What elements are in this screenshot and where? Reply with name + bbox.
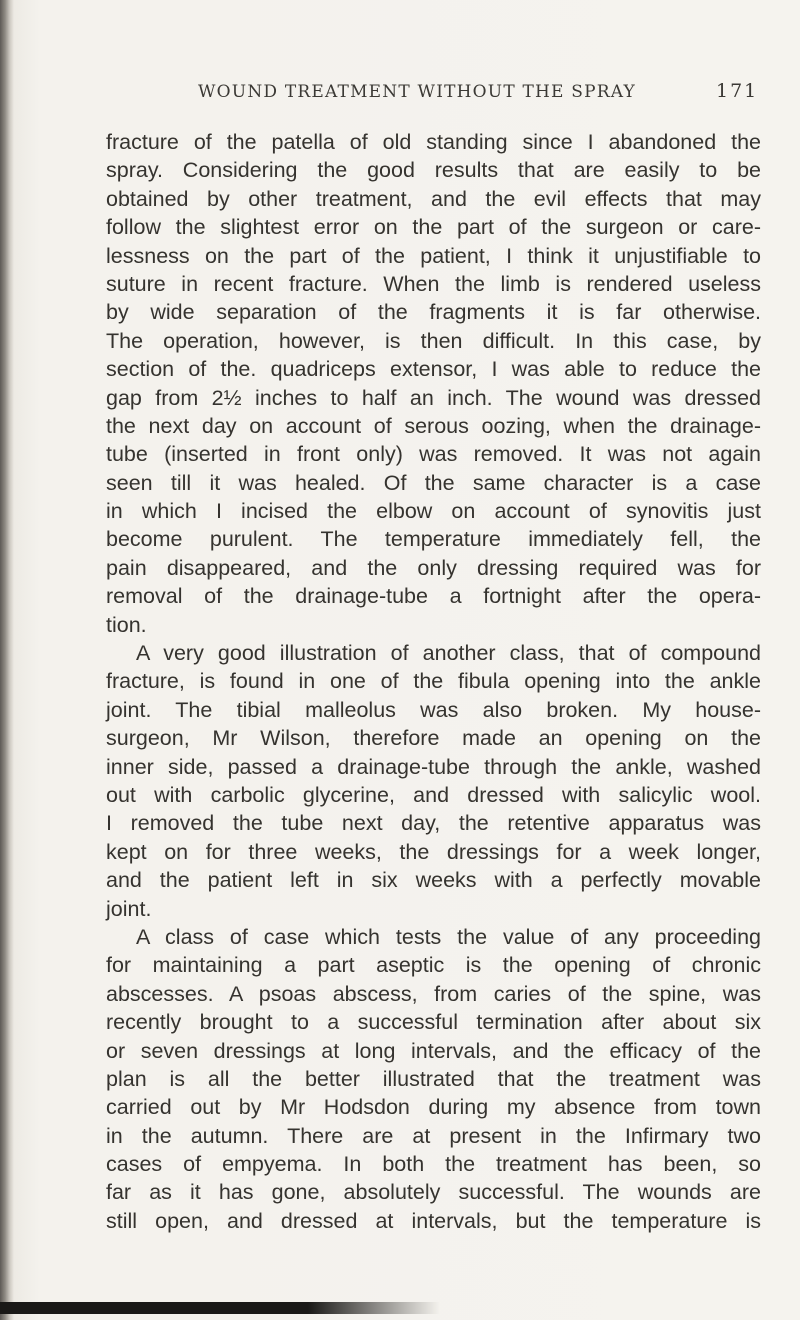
scan-edge-shadow (0, 1302, 440, 1314)
text-line: fracture of the patella of old standing since I abandoned the (106, 130, 761, 154)
text-line: follow the slightest error on the part of the surgeon or care- (106, 215, 761, 240)
text-line: and the patient left in six weeks with a perfectly movable (106, 868, 761, 893)
paragraph (106, 128, 761, 639)
text-line: fracture, is found in one of the fibula opening into the ankle (106, 669, 761, 694)
text-line: out with carbolic glycerine, and dressed with salicylic wool. (106, 782, 761, 807)
text-line: carried out by Mr Hodsdon during my absence from town (106, 1095, 761, 1120)
text-line: suture in recent fracture. When the limb is rendered useless (106, 271, 761, 296)
running-title: WOUND TREATMENT WITHOUT THE SPRAY (198, 82, 636, 102)
text-line: section of the. quadriceps extensor, I was able to reduce the (106, 357, 761, 382)
text-line: become purulent. The temperature immediately fell, the (106, 527, 761, 552)
text-line: plan is all the better illustrated that the treatment was (106, 1066, 761, 1091)
text-line: surgeon, Mr Wilson, therefore made an opening on the (106, 726, 761, 751)
text-line: in the autumn. There are at present in the Infirmary two (106, 1123, 761, 1148)
text-line: inner side, passed a drainage-tube through the ankle, washed (106, 754, 761, 779)
text-line: recently brought to a successful termination after about six (106, 1010, 761, 1035)
text-line: for maintaining a part aseptic is the opening of chronic (106, 953, 761, 978)
text-line: pain disappeared, and the only dressing required was for (106, 555, 761, 580)
text-line: far as it has gone, absolutely successful. The wounds are (106, 1180, 761, 1205)
page-number: 171 (716, 80, 759, 102)
text-line: tion. (106, 612, 147, 637)
text-line: cases of empyema. In both the treatment has been, so (106, 1152, 761, 1177)
text-line: abscesses. A psoas abscess, from caries of the spine, was (106, 981, 761, 1006)
text-line: kept on for three weeks, the dressings for a week longer, (106, 839, 761, 864)
text-line: seen till it was healed. Of the same character is a case (106, 470, 761, 495)
text-line: A very good illustration of another class, that of compound (136, 641, 761, 666)
body-text (106, 128, 761, 1235)
text-line: or seven dressings at long intervals, and the efficacy of the (106, 1038, 761, 1063)
text-line: joint. (106, 896, 152, 921)
text-line: still open, and dressed at intervals, but the temperature is (106, 1208, 761, 1233)
text-line: spray. Considering the good results that are easily to be (106, 158, 761, 183)
page-spine-shadow (0, 0, 14, 1320)
text-line: gap from 2½ inches to half an inch. The wound was dressed (106, 385, 761, 410)
text-line: lessness on the part of the patient, I think it unjustifiable to (106, 243, 761, 268)
text-line: in which I incised the elbow on account of synovitis just (106, 499, 761, 524)
text-line: the next day on account of serous oozing, when the drainage- (106, 413, 761, 438)
running-header (198, 82, 758, 102)
text-line: A class of case which tests the value of any proceeding (136, 924, 761, 949)
text-line: The operation, however, is then difficult. In this case, by (106, 328, 761, 353)
text-line: joint. The tibial malleolus was also broken. My house- (106, 697, 761, 722)
paragraph (106, 639, 761, 923)
text-line: removal of the drainage-tube a fortnight after the opera- (106, 584, 761, 609)
text-line: tube (inserted in front only) was removed. It was not again (106, 442, 761, 467)
text-line: by wide separation of the fragments it is far otherwise. (106, 300, 761, 325)
text-line: I removed the tube next day, the retentive apparatus was (106, 811, 761, 836)
text-line: obtained by other treatment, and the evil effects that may (106, 186, 761, 211)
paragraph (106, 923, 761, 1235)
